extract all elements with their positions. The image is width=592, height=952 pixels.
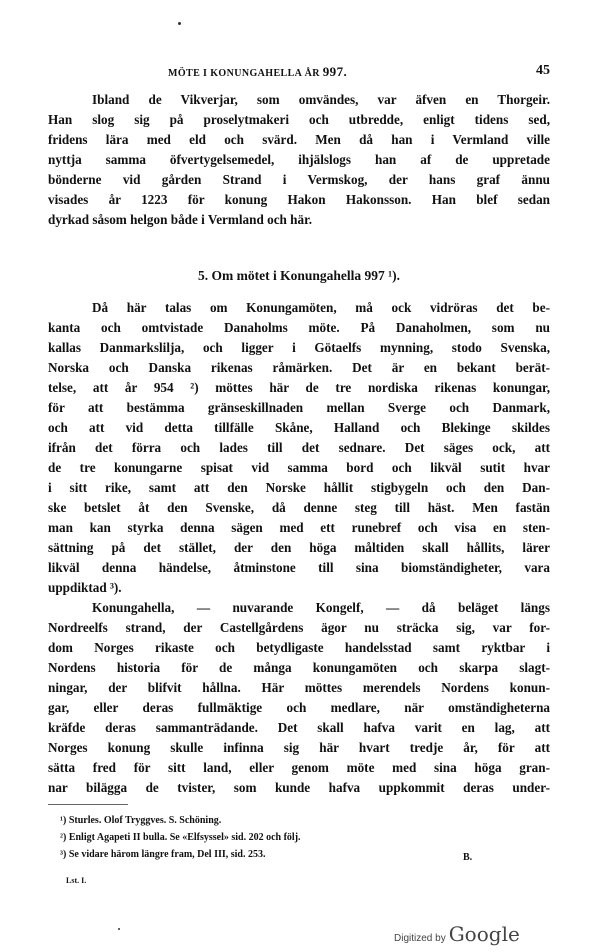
- text-line: för att bestämma gränseskillnaden mellan Sverge och Danmark,: [48, 400, 550, 415]
- printer-mark: Lst. I.: [66, 876, 87, 885]
- text-line: sätta fred för sitt land, eller genom möte med sina höga gran-: [48, 760, 550, 775]
- text-line: Han slog sig på proselytmakeri och utbredde, enligt tidens sed,: [48, 112, 550, 127]
- text-line: Norges konung skulle infinna sig här hvart tredje år, för att: [48, 740, 550, 755]
- running-title: MÖTE I KONUNGAHELLA ÅR 997.: [168, 64, 348, 79]
- text-line: sättning på det stället, der den höga måltiden skall hållits, lärer: [48, 540, 550, 555]
- text-line: ningar, der blifvit hållna. Här möttes merendels Nordens konun-: [48, 680, 550, 695]
- print-speck: [118, 928, 120, 930]
- paragraph-2: [48, 298, 550, 798]
- text-line: Nordens historia för de många konungamöten och skarpa slagt-: [48, 660, 550, 675]
- paragraph-1: [48, 90, 550, 230]
- text-line: ske betslet åt den Svenske, då denne steg till häst. Men fastän: [48, 500, 550, 515]
- text-line: i sitt rike, samt att den Norske hållit stigbygeln och den Dan-: [48, 480, 550, 495]
- text-line: gar, eller deras fullmäktige och medlare, när omständigheterna: [48, 700, 550, 715]
- text-line: bönderne vid gården Strand i Vermskog, der hans graf ännu: [48, 172, 550, 187]
- text-line: ifrån det förra och lades till det sednare. Det säges ock, att: [48, 440, 550, 455]
- google-logo: Google: [448, 922, 520, 946]
- text-line: visades år 1223 för konung Hakon Hakonsson. Han blef sedan: [48, 192, 550, 207]
- text-line: och att vid detta tillfälle Skåne, Halland och Blekinge skildes: [48, 420, 550, 435]
- print-speck: [178, 22, 181, 25]
- text-line: man kan styrka denna sägen med ett runebref och visa en sten-: [48, 520, 550, 535]
- footnote: ¹) Sturles. Olof Tryggves. S. Schöning.: [60, 815, 222, 826]
- section-heading: 5. Om mötet i Konungahella 997 ¹).: [197, 268, 401, 283]
- text-line: kräfde deras sammanträdande. Det skall hafva varit en lag, att: [48, 720, 550, 735]
- footnote-rule: [48, 804, 128, 805]
- text-line: kanta och omtvistade Danaholms möte. På Danaholmen, som nu: [48, 320, 550, 335]
- text-line: Konungahella, — nuvarande Kongelf, — då beläget längs: [92, 600, 550, 615]
- text-line: kallas Danmarkslilja, och ligger i Götaelfs mynning, stodo Svenska,: [48, 340, 550, 355]
- text-line: Norska och Danska rikenas råmärken. Det är en bekant berät-: [48, 360, 550, 375]
- page-number: 45: [536, 63, 550, 78]
- text-line: Nordreelfs strand, der Castellgårdens ägor nu sträcka sig, var for-: [48, 620, 550, 635]
- text-line: uppdiktad ³).: [48, 580, 122, 595]
- footnote: ³) Se vidare härom längre fram, Del III, sid. 253.: [60, 849, 266, 860]
- digitization-watermark: [394, 922, 520, 946]
- text-line: dom Norges rikaste och betydligaste handelsstad samt ryktbar i: [48, 640, 550, 655]
- running-title-year: 997.: [322, 64, 348, 79]
- text-line: likväl denna händelse, åtminstone till sina biomständigheter, vara: [48, 560, 550, 575]
- text-line: fridens lära med eld och svärd. Men då han i Vermland ville: [48, 132, 550, 147]
- text-line: telse, att år 954 ²) möttes här de tre nordiska rikenas konungar,: [48, 380, 550, 395]
- text-line: Då här talas om Konungamöten, må ock vidröras det be-: [92, 300, 550, 315]
- text-line: de tre konungarne spisat vid samma bord och likväl sutit hvar: [48, 460, 550, 475]
- page-header: [48, 64, 550, 82]
- text-line: Ibland de Vikverjar, som omvändes, var äfven en Thorgeir.: [92, 92, 550, 107]
- text-line: nar bilägga de tvister, som kunde hafva uppkommit deras under-: [48, 780, 550, 795]
- footnotes: [60, 812, 500, 863]
- signature-mark: B.: [463, 852, 473, 863]
- text-line: nyttja samma öfvertygelsemedel, ihjälslogs han af de uppretade: [48, 152, 550, 167]
- text-line: dyrkad såsom helgon både i Vermland och här.: [48, 212, 313, 227]
- watermark-prefix: Digitized by: [394, 933, 446, 944]
- footnote: ²) Enligt Agapeti II bulla. Se «Elfsyssel» sid. 202 och följ.: [60, 832, 301, 843]
